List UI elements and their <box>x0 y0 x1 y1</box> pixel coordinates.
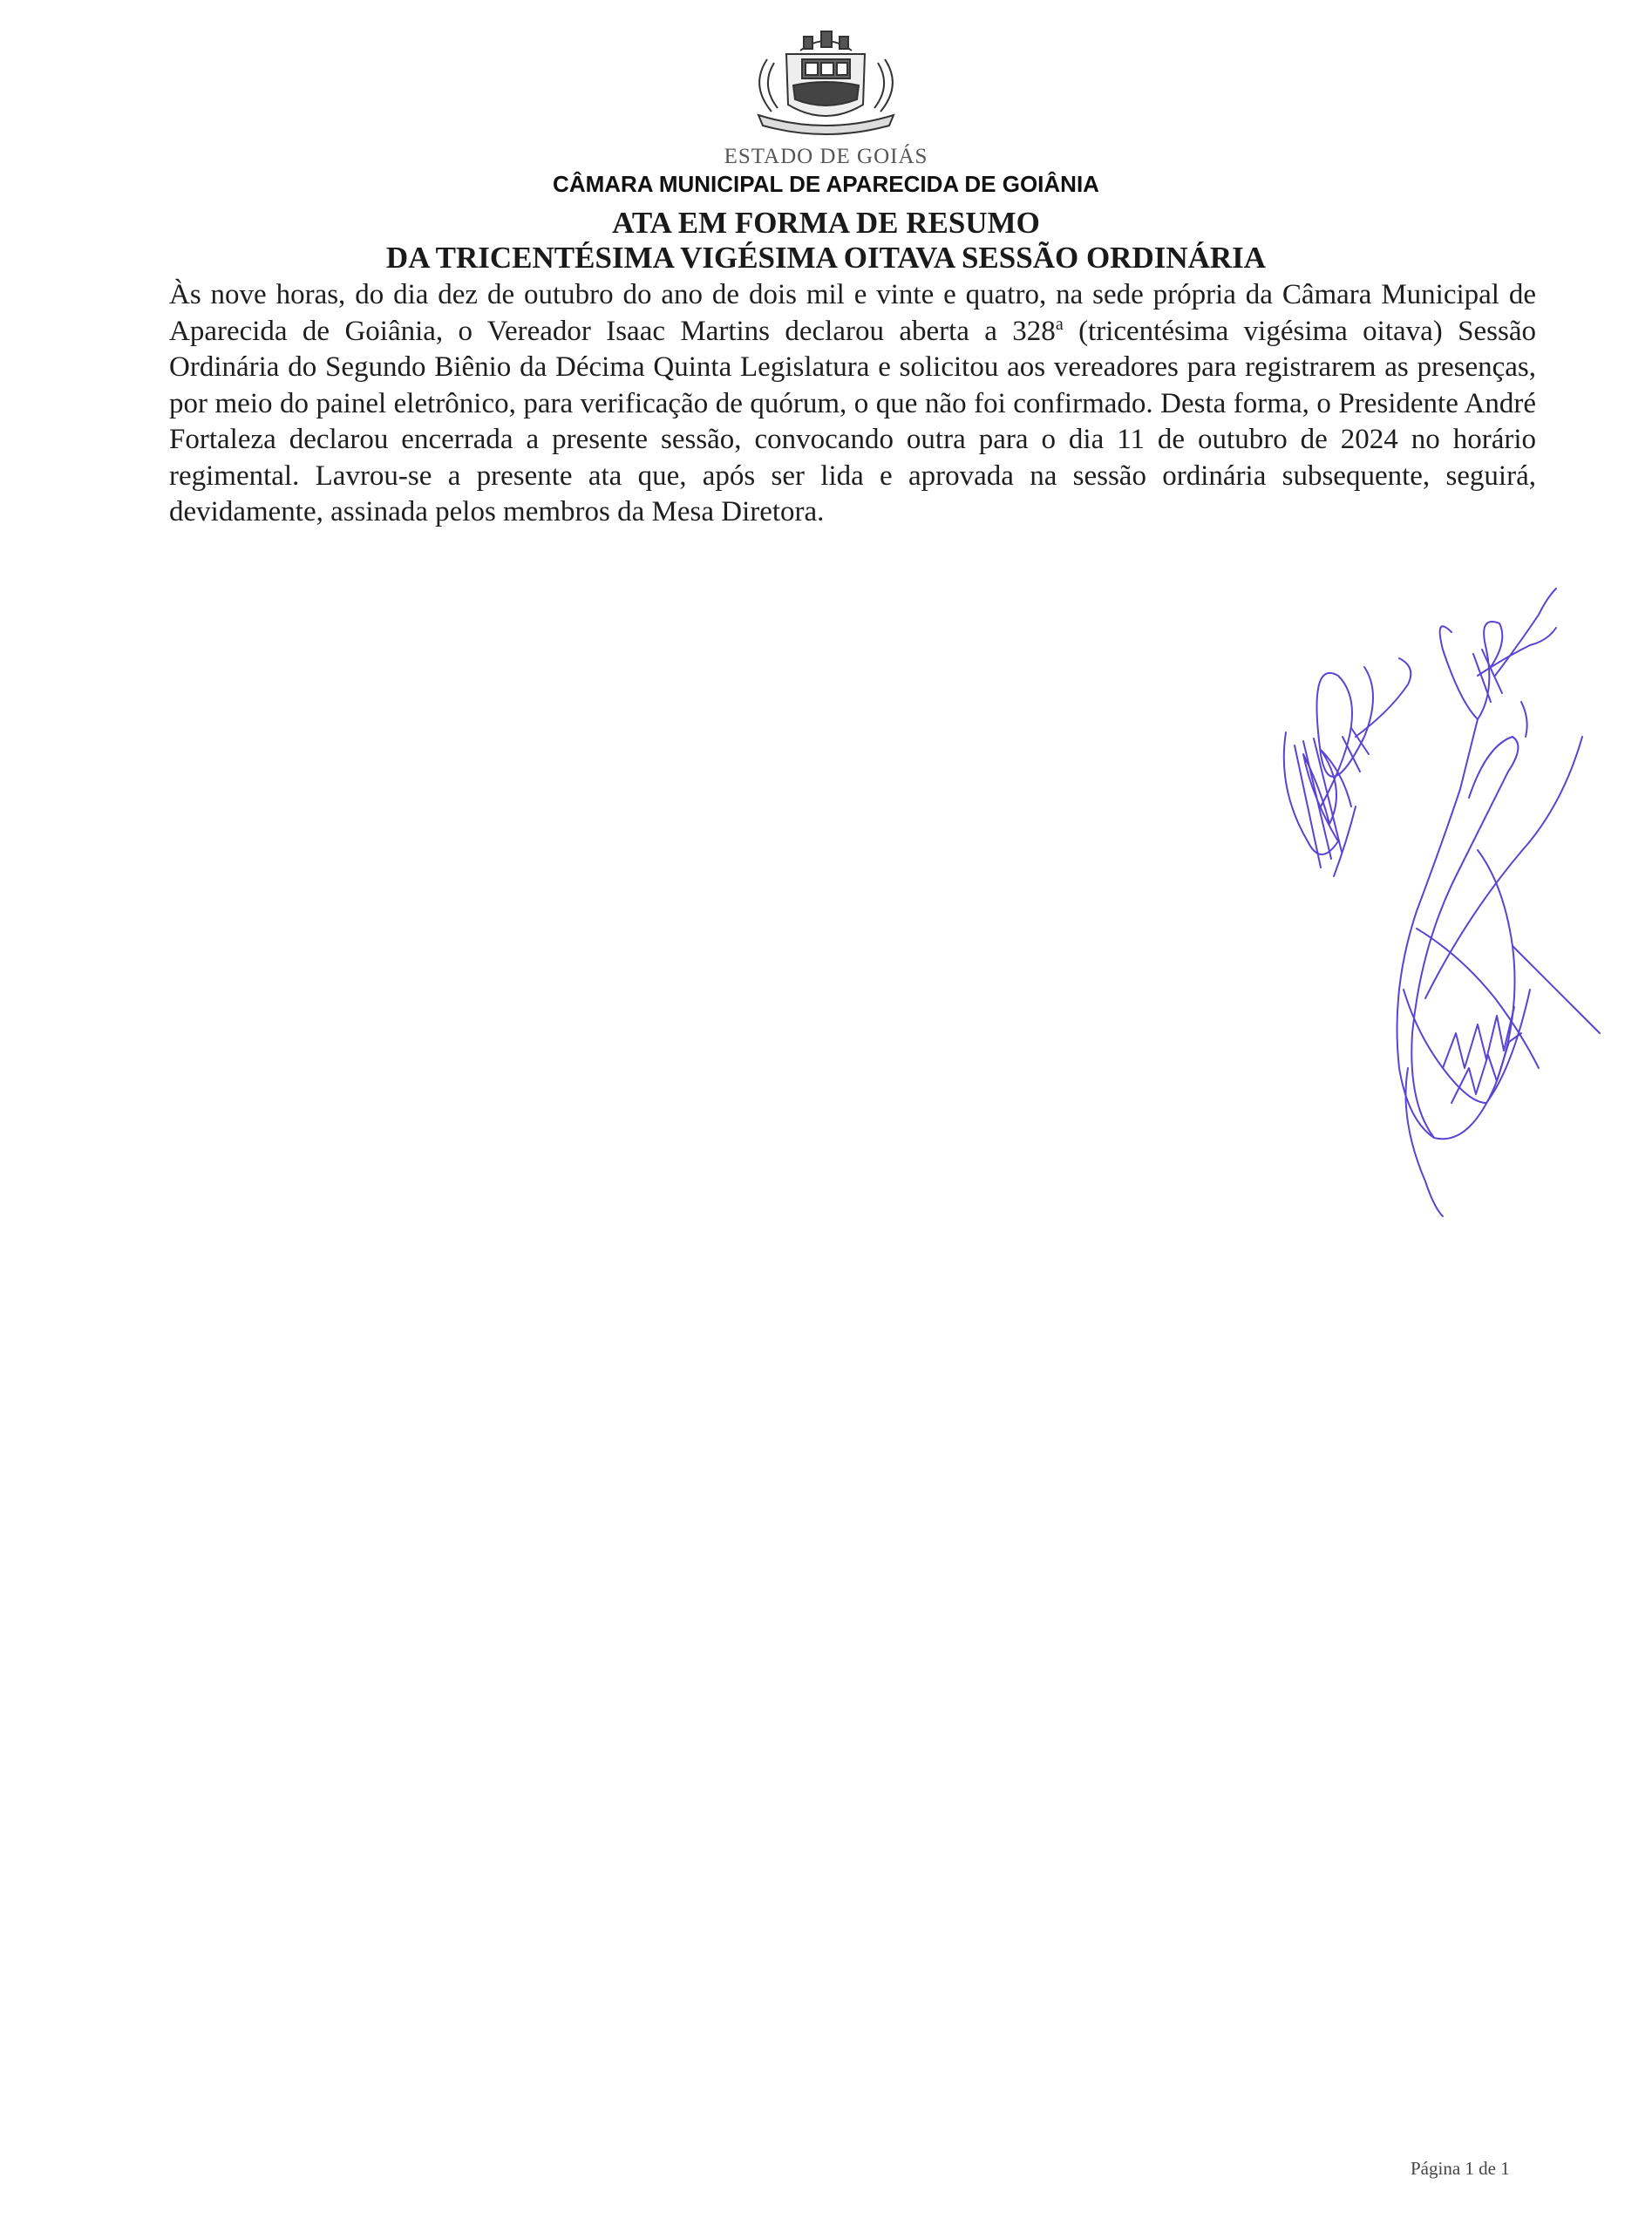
page-number: Página 1 de 1 <box>1411 2158 1510 2179</box>
minutes-text-part1: Às nove horas, do dia dez de outubro do ano de dois mil e vinte e quatro, na sede própria da Câmara Municipal de Aparecida de Goiânia, o Vereador Isaac Martins declarou aberta a 328 <box>169 279 1536 347</box>
minutes-text-part2: (tricentésima vigésima oitava) Sessão Ordinária do Segundo Biênio da Décima Quinta Legislatura e solicitou aos vereadores para registrarem as presenças, por meio do painel eletrônico, para verificação de quórum, o que não foi confirmado. Desta forma, o Presidente André Fortaleza declarou encerrada a presente sessão, convocando outra para o dia 11 de outubro de 2024 no horário regimental. Lavrou-se a presente ata que, após ser lida e aprovada na sessão ordinária subsequente, seguirá, devidamente, assinada pelos membros da Mesa Diretora. <box>169 315 1536 527</box>
minutes-paragraph <box>169 277 1536 531</box>
ordinal-suffix: a <box>1055 314 1064 334</box>
document-title: ATA EM FORMA DE RESUMO <box>612 206 1040 240</box>
document-subtitle: DA TRICENTÉSIMA VIGÉSIMA OITAVA SESSÃO ORDINÁRIA <box>385 241 1267 275</box>
state-name: ESTADO DE GOIÁS <box>724 145 928 168</box>
coat-of-arms-icon <box>732 24 920 136</box>
signature-icon <box>1268 580 1617 1234</box>
chamber-name: CÂMARA MUNICIPAL DE APARECIDA DE GOIÂNIA <box>553 171 1099 197</box>
